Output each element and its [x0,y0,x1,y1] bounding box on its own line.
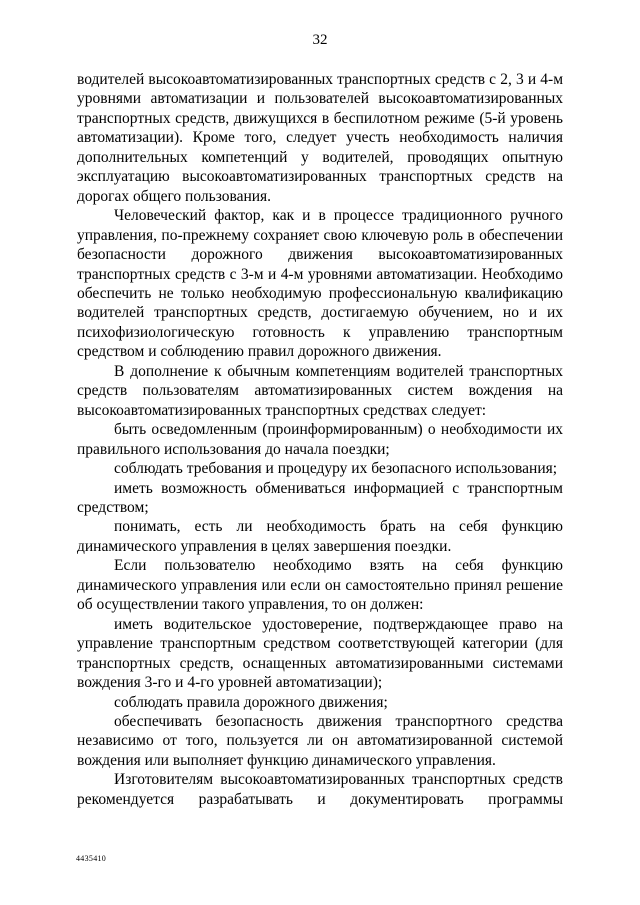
list-item-ensure-safety: обеспечивать безопасность движения транспортного средства независимо от того, пользуется ли он автоматизированной системой вождения или выполняет функцию динамического управления. [77,712,563,769]
paragraph-additional-competencies: В дополнение к обычным компетенциям водителей транспортных средств пользователям автоматизированных систем вождения на высокоавтоматизированных транспортных средствах следует: [77,362,563,419]
page-number: 32 [312,32,328,48]
list-item-be-informed: быть осведомленным (проинформированным) о необходимости их правильного использования до начала поездки; [77,421,563,458]
list-item-driving-license: иметь водительское удостоверение, подтверждающее право на управление транспортным средством соответствующей категории (для транспортных средств, оснащенных автоматизированными системами вождения 3-го и 4-го уровней автоматизации); [77,615,563,692]
paragraph-if-user-takes-control: Если пользователю необходимо взять на себя функцию динамического управления или если он самостоятельно принял решение об осуществлении такого управления, то он должен: [77,557,563,614]
document-body [77,70,563,809]
paragraph-human-factor: Человеческий фактор, как и в процессе традиционного ручного управления, по-прежнему сохраняет свою ключевую роль в обеспечении безопасности дорожного движения высокоавтоматизированных транспортных средств с 3-м и 4-м уровнями автоматизации. Необходимо обеспечить не только необходимую профессиональную квалификацию водителей транспортных средств, достигаемую обучением, но и их психофизиологическую готовность к управлению транспортным средством и соблюдению правил дорожного движения. [77,207,563,361]
list-item-understand-takeover: понимать, есть ли необходимость брать на себя функцию динамического управления в целях завершения поездки. [77,518,563,555]
list-item-follow-requirements: соблюдать требования и процедуру их безопасного использования; [114,460,558,478]
list-item-exchange-information: иметь возможность обмениваться информацией с транспортным средством; [77,479,563,516]
paragraph-drivers-users: водителей высокоавтоматизированных транспортных средств с 2, 3 и 4-м уровнями автоматизации и пользователей высокоавтоматизированных транспортных средств, движущихся в беспилотном режиме (5-й уровень автоматизации). Кроме того, следует учесть необходимость наличия дополнительных компетенций у водителей, проводящих опытную эксплуатацию высокоавтоматизированных транспортных средств на дорогах общего пользования. [77,71,563,205]
document-code: 4435410 [76,854,107,863]
list-item-follow-traffic-rules: соблюдать правила дорожного движения; [114,693,388,711]
paragraph-manufacturers: Изготовителям высокоавтоматизированных транспортных средств рекомендуется разрабатывать и документировать программы [77,771,563,808]
